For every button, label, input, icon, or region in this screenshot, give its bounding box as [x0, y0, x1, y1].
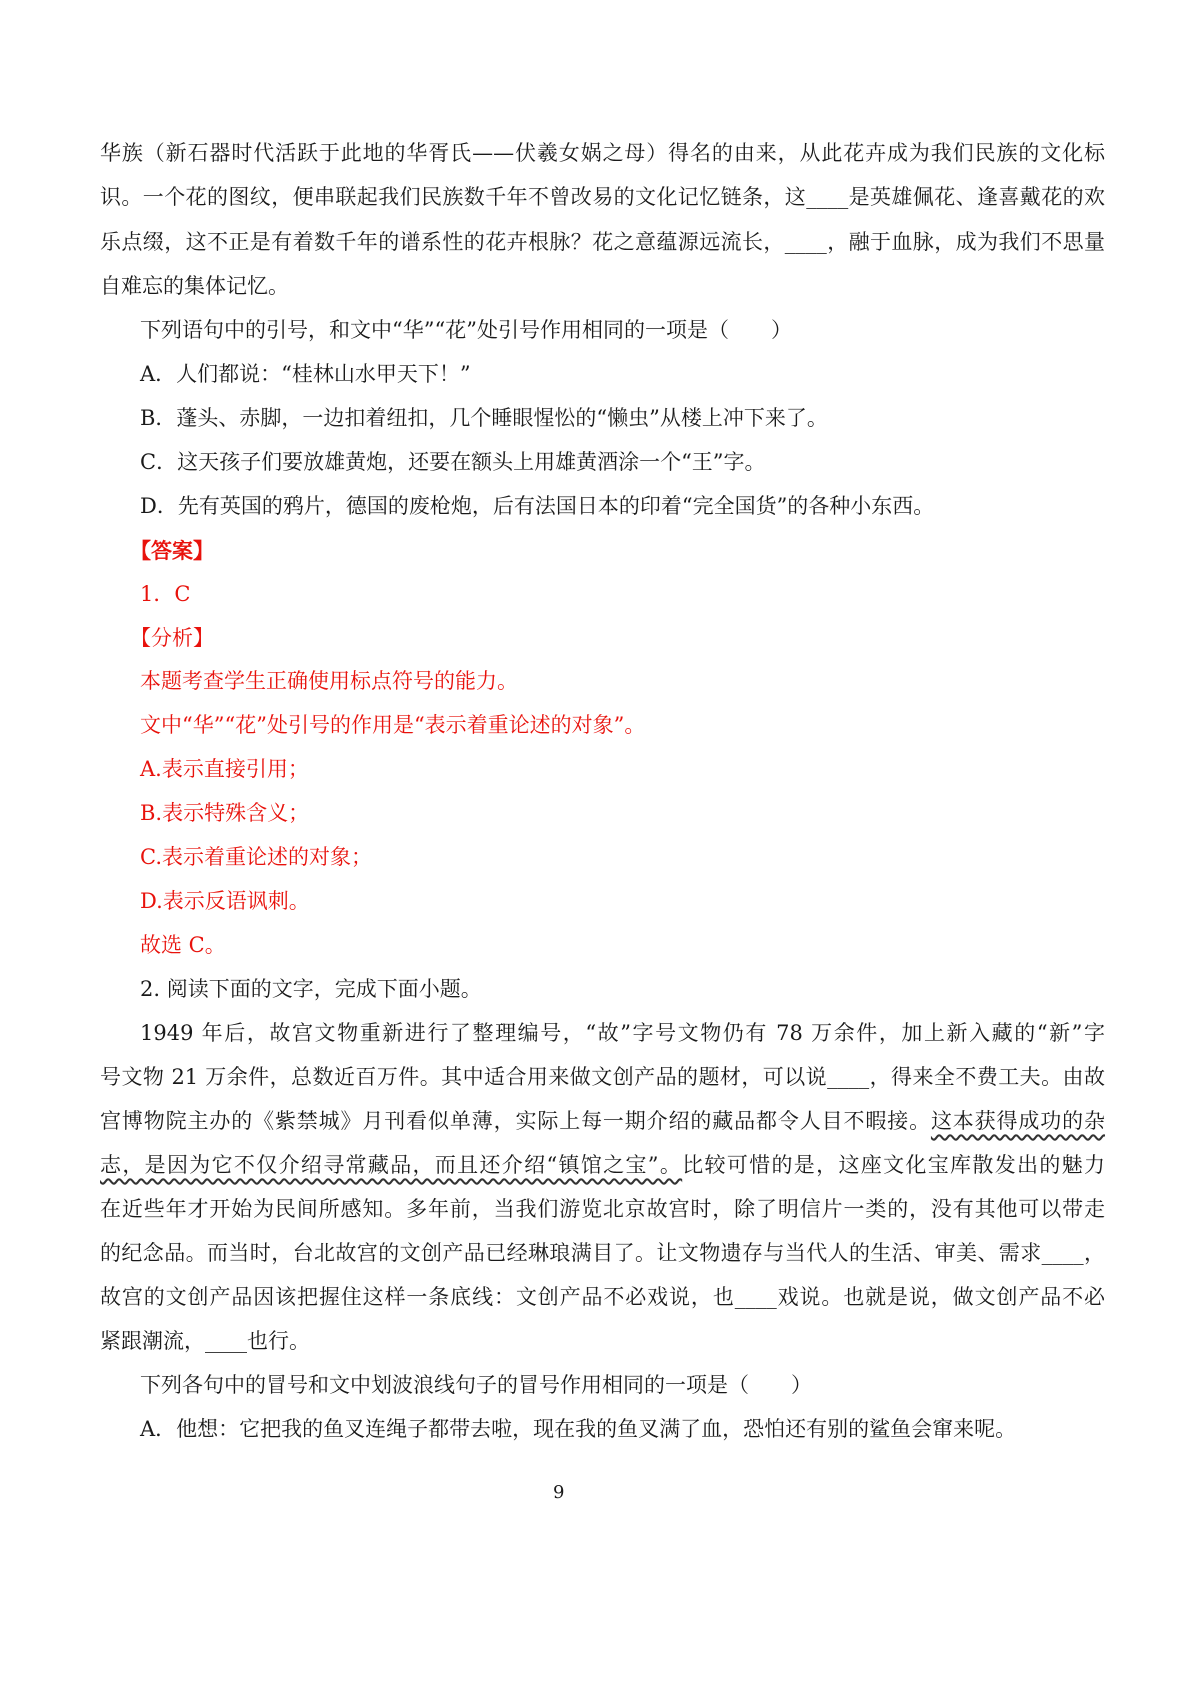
answer-heading: 【答案】	[130, 538, 214, 563]
question2-para-line4	[100, 1155, 1105, 1176]
question2-para-line3	[100, 1111, 1105, 1132]
answer-value: 1．C	[140, 582, 191, 606]
passage1-line1: 华族（新石器时代活跃于此地的华胥氏——伏羲女娲之母）得名的由来，从此花卉成为我们民族的文化标	[100, 141, 1105, 165]
question2-para-line8: 紧跟潮流，____也行。	[100, 1329, 310, 1353]
wavy-underlined-sentence-end: 志，是因为它不仅介绍寻常藏品，而且还介绍“镇馆之宝”。	[100, 1153, 683, 1177]
analysis-line-6: D.表示反语讽刺。	[140, 889, 310, 913]
analysis-line-3: A.表示直接引用；	[140, 757, 309, 781]
analysis-line-5: C.表示着重论述的对象；	[140, 845, 372, 869]
wavy-underlined-sentence-start: 这本获得成功的杂	[930, 1109, 1106, 1133]
analysis-heading: 【分析】	[130, 626, 214, 650]
passage1-line2: 识。一个花的图纹，便串联起我们民族数千年不曾改易的文化记忆链条，这____是英雄佩花、逢喜戴花的欢	[100, 185, 1105, 209]
analysis-line-7: 故选 C。	[140, 933, 226, 957]
para-line3-text: 宫博物院主办的《紫禁城》月刊看似单薄，实际上每一期介绍的藏品都令人目不暇接。	[100, 1109, 931, 1133]
question1-stem: 下列语句中的引号，和文中“华”“花”处引号作用相同的一项是（ ）	[140, 318, 792, 342]
passage1-line3: 乐点缀，这不正是有着数千年的谱系性的花卉根脉？花之意蕴源远流长，____，融于血脉，成为我们不思量	[100, 230, 1105, 254]
question2-para-line7: 故宫的文创产品因该把握住这样一条底线：文创产品不必戏说，也____戏说。也就是说，做文创产品不必	[100, 1285, 1105, 1309]
question1-option-b: B．蓬头、赤脚，一边扣着纽扣，几个睡眼惺忪的“懒虫”从楼上冲下来了。	[140, 406, 828, 430]
question2-para-line2: 号文物 21 万余件，总数近百万件。其中适合用来做文创产品的题材，可以说____，得来全不费工夫。由故	[100, 1065, 1105, 1089]
passage1-line4: 自难忘的集体记忆。	[100, 274, 289, 298]
analysis-line-4: B.表示特殊含义；	[140, 801, 310, 825]
question2-option-a: A．他想：它把我的鱼叉连绳子都带去啦，现在我的鱼叉满了血，恐怕还有别的鲨鱼会窜来呢。	[140, 1417, 1017, 1441]
question1-option-a: A．人们都说：“桂林山水甲天下！”	[140, 362, 471, 386]
para-line4-text: 比较可惜的是，这座文化宝库散发出的魅力	[682, 1153, 1105, 1177]
question2-stem: 下列各句中的冒号和文中划波浪线句子的冒号作用相同的一项是（ ）	[140, 1373, 812, 1397]
question2-title: 2. 阅读下面的文字，完成下面小题。	[140, 977, 482, 1001]
page-number: 9	[553, 1482, 565, 1503]
question2-para-line1: 1949 年后，故宫文物重新进行了整理编号，“故”字号文物仍有 78 万余件，加上新入藏的“新”字	[140, 1021, 1105, 1045]
analysis-line-2: 文中“华”“花”处引号的作用是“表示着重论述的对象”。	[140, 713, 646, 737]
question1-option-d: D．先有英国的鸦片，德国的废枪炮，后有法国日本的印着“完全国货”的各种小东西。	[140, 494, 935, 518]
analysis-line-1: 本题考查学生正确使用标点符号的能力。	[140, 669, 518, 693]
question2-para-line5: 在近些年才开始为民间所感知。多年前，当我们游览北京故宫时，除了明信片一类的，没有其他可以带走	[100, 1197, 1105, 1221]
question1-option-c: C．这天孩子们要放雄黄炮，还要在额头上用雄黄酒涂一个“王”字。	[140, 450, 766, 474]
question2-para-line6: 的纪念品。而当时，台北故宫的文创产品已经琳琅满目了。让文物遗存与当代人的生活、审美、需求____，	[100, 1241, 1105, 1265]
